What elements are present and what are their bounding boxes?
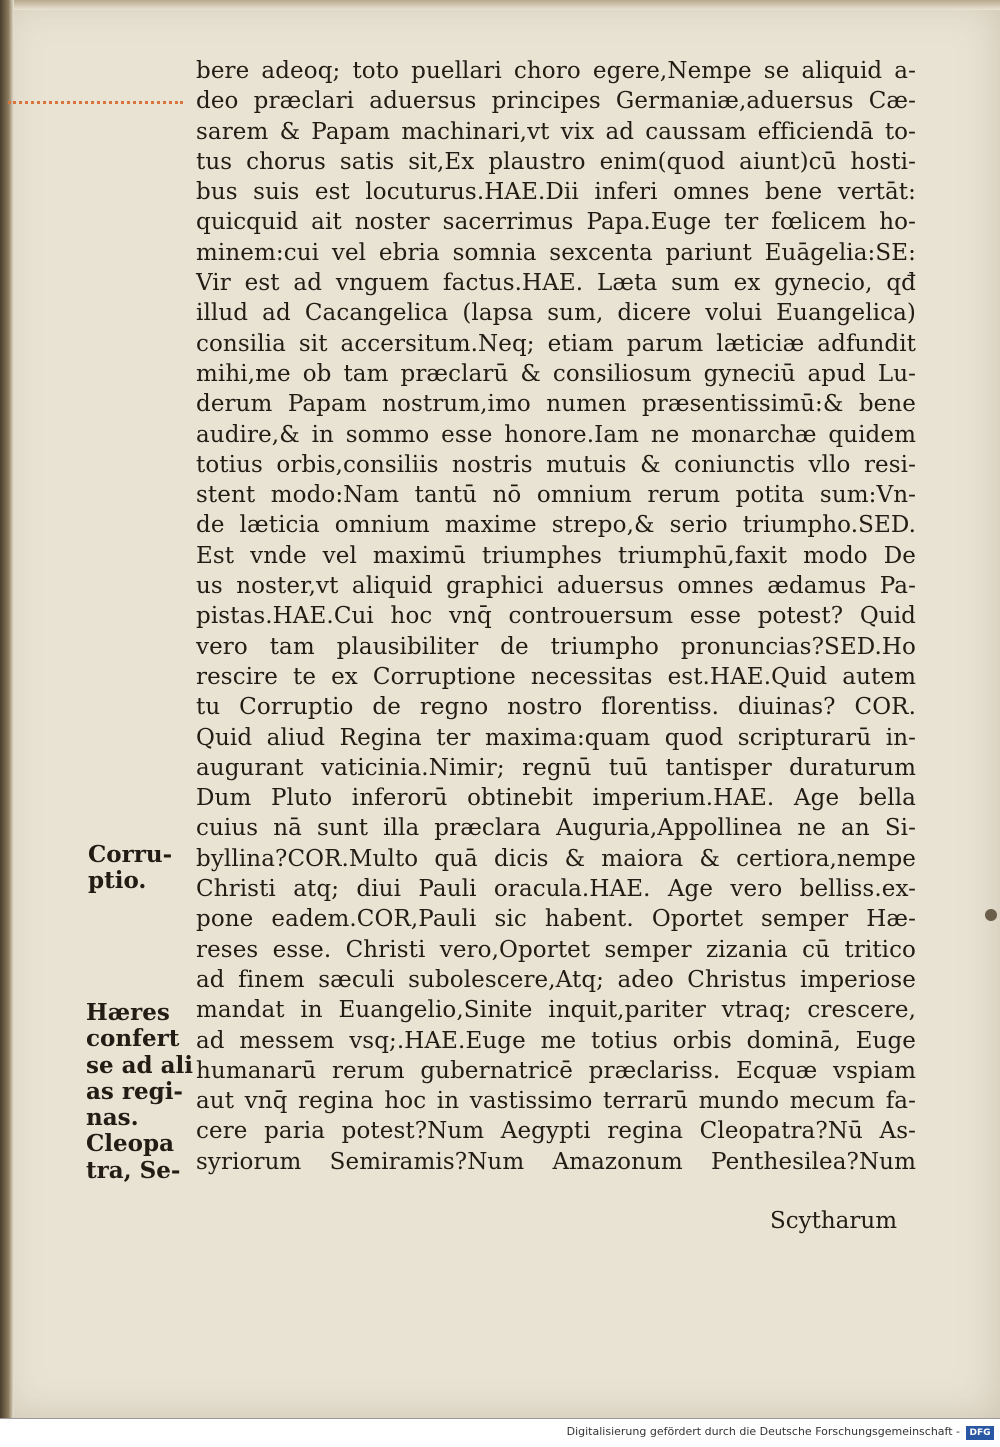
text-line: Vir est ad vnguem factus.HAE. Læta sum ex gynecio, qđ bbox=[196, 270, 916, 297]
text-line: sarem & Papam machinari,vt vix ad caussam efficiendā to- bbox=[196, 118, 916, 145]
text-line: pistas.HAE.Cui hoc vnq̄ controuersum esse potest? Quid bbox=[196, 603, 916, 630]
text-line: stent modo:Nam tantū nō omnium rerum potita sum:Vn- bbox=[196, 482, 916, 509]
margin-note-line: Cleopa bbox=[86, 1130, 175, 1158]
dotted-marker bbox=[8, 101, 183, 104]
text-line: bus suis est locuturus.HAE.Dii inferi omnes bene vertāt: bbox=[196, 179, 916, 206]
text-line: Dum Pluto inferorū obtinebit imperium.HAE. Age bella bbox=[196, 785, 916, 812]
text-line: rescire te ex Corruptione necessitas est.HAE.Quid autem bbox=[196, 663, 916, 690]
page-binding-edge bbox=[0, 0, 14, 1418]
margin-note-line: confert bbox=[86, 1025, 180, 1053]
text-line: consilia sit accersitum.Neq; etiam parum læticiæ adfundit bbox=[196, 330, 916, 357]
text-line: Est vnde vel maximū triumphes triumphū,faxit modo De bbox=[196, 542, 916, 569]
margin-note-line: nas. bbox=[86, 1104, 139, 1132]
text-line: Christi atq; diui Pauli oracula.HAE. Age vero belliss.ex- bbox=[196, 876, 916, 903]
text-line: ad finem sæculi subolescere,Atq; adeo Christus imperiose bbox=[196, 966, 916, 993]
main-text-block bbox=[196, 56, 916, 1177]
text-line: reses esse. Christi vero,Oportet semper zizania cū tritico bbox=[196, 936, 916, 963]
text-line: humanarū rerum gubernatricē præclariss. Ecquæ vspiam bbox=[196, 1057, 916, 1084]
text-line: mandat in Euangelio,Sinite inquit,pariter vtraq; crescere, bbox=[196, 997, 916, 1024]
text-line: syriorum Semiramis?Num Amazonum Penthesilea?Num bbox=[196, 1148, 916, 1175]
text-line: quicquid ait noster sacerrimus Papa.Euge ter fœlicem ho- bbox=[196, 209, 916, 236]
catchword: Scytharum bbox=[770, 1208, 898, 1234]
margin-note-line: ptio. bbox=[88, 867, 147, 894]
text-line: tus chorus satis sit,Ex plaustro enim(quod aiunt)cū hosti- bbox=[196, 148, 916, 175]
text-line: audire,& in sommo esse honore.Iam ne monarchæ quidem bbox=[196, 421, 916, 448]
text-line: minem:cui vel ebria somnia sexcenta pariunt Euāgelia:SE: bbox=[196, 239, 916, 266]
ink-spot bbox=[985, 909, 997, 921]
margin-note-line: Hæres bbox=[86, 999, 170, 1026]
text-line: derum Papam nostrum,imo numen præsentissimū:& bene bbox=[196, 391, 916, 418]
text-line: tu Corruptio de regno nostro florentiss. diuinas? COR. bbox=[196, 694, 916, 721]
margin-note-line: as regi- bbox=[86, 1077, 183, 1105]
text-line: vero tam plausibiliter de triumpho pronuncias?SED.Ho bbox=[196, 633, 916, 660]
text-line: deo præclari aduersus principes Germaniæ,aduersus Cæ- bbox=[196, 88, 916, 115]
text-line: totius orbis,consiliis nostris mutuis & coniunctis vllo resi- bbox=[196, 451, 916, 478]
margin-note-corruptio bbox=[88, 842, 172, 894]
digitization-footer bbox=[0, 1418, 1000, 1447]
text-line: illud ad Cacangelica (lapsa sum, dicere volui Euangelica) bbox=[196, 300, 916, 327]
text-line: augurant vaticinia.Nimir; regnū tuū tantisper duraturum bbox=[196, 754, 916, 781]
text-line: bere adeoq; toto puellari choro egere,Nempe se aliquid a- bbox=[196, 58, 916, 84]
text-line: cuius nā sunt illa præclara Auguria,Appollinea ne an Si- bbox=[196, 815, 916, 842]
text-line: pone eadem.COR,Pauli sic habent. Oportet semper Hæ- bbox=[196, 906, 916, 933]
footer-credit: Digitalisierung gefördert durch die Deutsche Forschungsgemeinschaft - bbox=[566, 1425, 960, 1438]
dfg-logo-icon: DFG bbox=[966, 1426, 994, 1440]
margin-note-haeresis bbox=[86, 1000, 193, 1184]
text-line: us noster,vt aliquid graphici aduersus omnes ædamus Pa- bbox=[196, 573, 916, 600]
margin-note-line: se ad ali bbox=[86, 1051, 193, 1079]
text-line: mihi,me ob tam præclarū & consiliosum gyneciū apud Lu- bbox=[196, 360, 916, 387]
margin-note-line: Corru- bbox=[88, 841, 173, 868]
text-line: cere paria potest?Num Aegypti regina Cleopatra?Nū As- bbox=[196, 1118, 916, 1145]
margin-note-line: tra, Se- bbox=[86, 1156, 181, 1184]
text-line: aut vnq̄ regina hoc in vastissimo terrarū mundo mecum fa- bbox=[196, 1088, 916, 1115]
page-top-edge bbox=[0, 0, 1000, 10]
text-line: ad messem vsq;.HAE.Euge me totius orbis dominā, Euge bbox=[196, 1027, 916, 1054]
text-line: de læticia omnium maxime strepo,& serio triumpho.SED. bbox=[196, 512, 916, 539]
text-line: byllina?COR.Multo quā dicis & maiora & certiora,nempe bbox=[196, 845, 916, 872]
text-line: Quid aliud Regina ter maxima:quam quod scripturarū in- bbox=[196, 724, 916, 751]
